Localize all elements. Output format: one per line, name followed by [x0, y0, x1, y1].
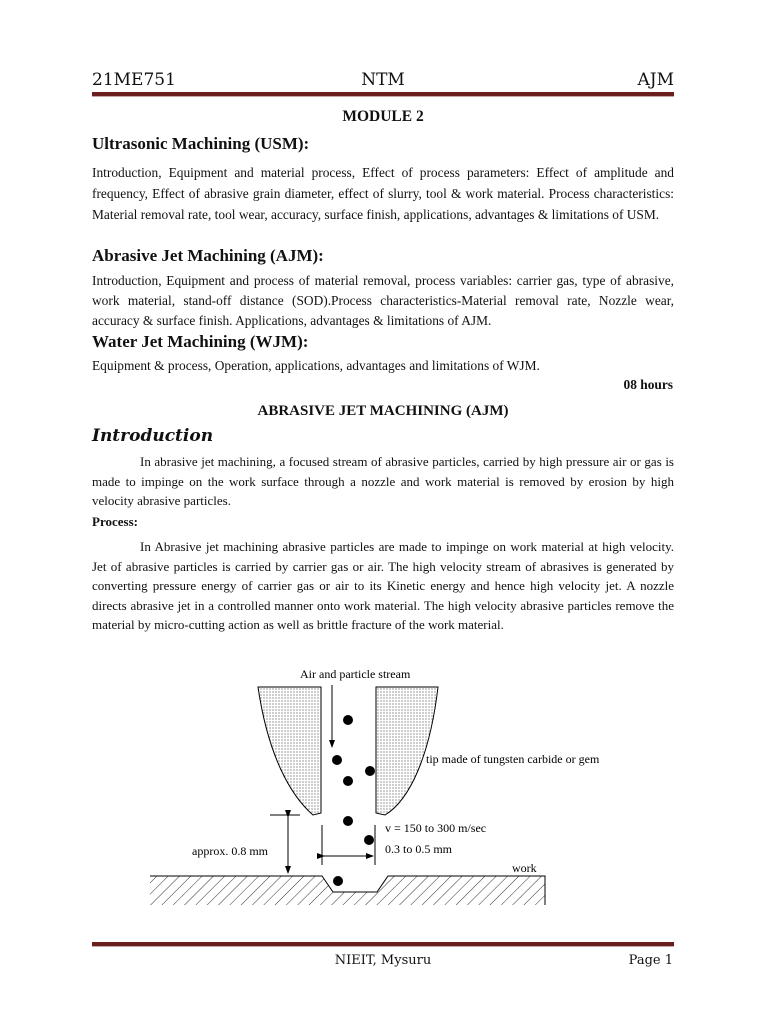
nozzle-left-wall [258, 687, 321, 815]
diameter-label: 0.3 to 0.5 mm [385, 842, 453, 856]
intro-paragraph: In abrasive jet machining, a focused stream of abrasive particles, carried by high pressure air or gas is made to impinge on the work surface through a nozzle and work material is removed by erosion by high velocity abrasive particles. [92, 454, 674, 508]
usm-text: Introduction, Equipment and material process, Effect of process parameters: Effect of amplitude and frequency, Effect of abrasive grain diameter, effect of slurry, tool & work material. Process characteristics: Material removal rate, tool wear, accuracy, surface finish, applications, advantages & limitations of USM. [92, 165, 674, 222]
hours: 08 hours [623, 377, 673, 392]
header-topic: AJM [637, 70, 674, 90]
process-paragraph: In Abrasive jet machining abrasive particles are made to impinge on work material at high velocity. Jet of abrasive particles is carried by carrier gas or air. The high velocity stream of abrasives is generated by converting pressure energy of carrier gas or air to its Kinetic energy and hence high velocity jet. A nozzle directs abrasive jet in a controlled manner onto work material. The high velocity abrasive particles remove the material by micro-cutting action as well as brittle fracture of the work material. [92, 539, 674, 632]
intro-heading: Introduction [92, 426, 214, 446]
nozzle-right-wall [376, 687, 438, 815]
ajm-text: Introduction, Equipment and process of material removal, process variables: carrier gas, type of abrasive, work material, stand-off distance (SOD).Process characteristics-Material removal rate, Nozzle wear, accuracy & surface finish. Applications, advantages & limitations of AJM. [92, 273, 674, 328]
velocity-label: v = 150 to 300 m/sec [385, 821, 487, 835]
ajm-nozzle-diagram [140, 655, 640, 915]
module-title: MODULE 2 [342, 108, 424, 125]
stream-label: Air and particle stream [300, 667, 411, 681]
intro-text [92, 452, 674, 511]
work-label: work [512, 861, 537, 875]
wjm-text: Equipment & process, Operation, applications, advantages and limitations of WJM. [92, 358, 540, 373]
process-heading: Process: [92, 514, 138, 529]
workpiece [150, 876, 545, 905]
sod-label: approx. 0.8 mm [192, 844, 268, 858]
footer-institute: NIEIT, Mysuru [334, 953, 432, 968]
header-course-code: 21ME751 [92, 70, 176, 90]
header-subject: NTM [361, 70, 405, 90]
page-number: Page 1 [628, 953, 673, 968]
usm-heading: Ultrasonic Machining (USM): [92, 134, 310, 153]
wjm-heading: Water Jet Machining (WJM): [92, 332, 309, 351]
section-title: ABRASIVE JET MACHINING (AJM) [257, 403, 509, 419]
ajm-heading: Abrasive Jet Machining (AJM): [92, 246, 324, 265]
tip-label: tip made of tungsten carbide or gem [426, 752, 600, 766]
footer-rule [92, 942, 674, 947]
process-text [92, 537, 674, 635]
header-rule [92, 92, 674, 97]
abrasive-particles [332, 715, 375, 886]
